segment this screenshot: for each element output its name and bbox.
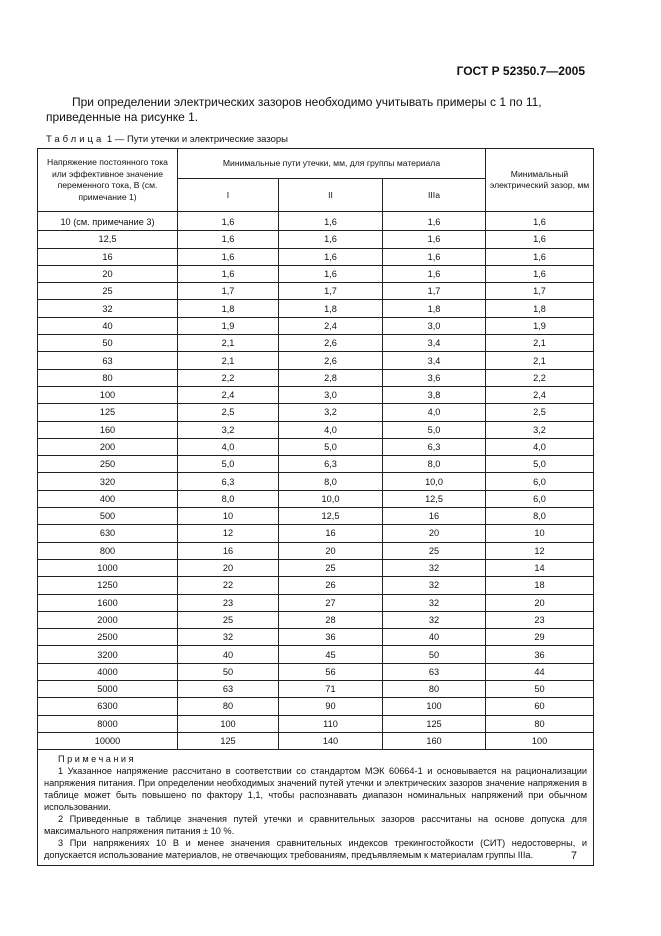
table-row bbox=[38, 456, 594, 473]
group-ii-cell: 1,6 bbox=[279, 265, 383, 282]
table-row bbox=[38, 646, 594, 663]
voltage-cell: 20 bbox=[38, 265, 178, 282]
table-row bbox=[38, 681, 594, 698]
header-voltage: Напряжение постоянного тока или эффективное значение переменного тока, В (см. примечание 1) bbox=[38, 149, 178, 212]
voltage-cell: 6300 bbox=[38, 698, 178, 715]
group-iiia-cell: 20 bbox=[383, 525, 486, 542]
group-iiia-cell: 160 bbox=[383, 732, 486, 749]
clearance-cell: 100 bbox=[486, 732, 594, 749]
group-ii-cell: 56 bbox=[279, 663, 383, 680]
table-row bbox=[38, 594, 594, 611]
table-row bbox=[38, 386, 594, 403]
voltage-cell: 500 bbox=[38, 508, 178, 525]
group-iiia-cell: 10,0 bbox=[383, 473, 486, 490]
voltage-cell: 10000 bbox=[38, 732, 178, 749]
group-iiia-cell: 5,0 bbox=[383, 421, 486, 438]
group-i-cell: 50 bbox=[178, 663, 279, 680]
group-iiia-cell: 3,4 bbox=[383, 335, 486, 352]
clearance-cell: 1,9 bbox=[486, 317, 594, 334]
group-i-cell: 32 bbox=[178, 629, 279, 646]
voltage-cell: 1250 bbox=[38, 577, 178, 594]
table-body bbox=[38, 212, 594, 750]
group-iiia-cell: 1,6 bbox=[383, 265, 486, 282]
group-ii-cell: 1,8 bbox=[279, 300, 383, 317]
clearance-cell: 2,1 bbox=[486, 352, 594, 369]
clearance-cell: 20 bbox=[486, 594, 594, 611]
group-ii-cell: 2,8 bbox=[279, 369, 383, 386]
note-1: 1 Указанное напряжение рассчитано в соответствии со стандартом МЭК 60664-1 и основывается на рационализации напряжения питания. При определении необходимых значений путей утечки и электрических зазоров значение напряжения в таблице может быть повышено по фактору 1,1, чтобы распознавать диапазон номинальных напряжений при обычном использовании. bbox=[44, 766, 588, 813]
table-caption-word: Таблица bbox=[46, 134, 105, 145]
group-iiia-cell: 1,8 bbox=[383, 300, 486, 317]
table-row bbox=[38, 663, 594, 680]
clearance-cell: 1,6 bbox=[486, 265, 594, 282]
voltage-cell: 630 bbox=[38, 525, 178, 542]
group-iiia-cell: 1,6 bbox=[383, 248, 486, 265]
group-i-cell: 100 bbox=[178, 715, 279, 732]
voltage-cell: 320 bbox=[38, 473, 178, 490]
group-ii-cell: 71 bbox=[279, 681, 383, 698]
table-row bbox=[38, 542, 594, 559]
group-i-cell: 6,3 bbox=[178, 473, 279, 490]
clearance-cell: 4,0 bbox=[486, 438, 594, 455]
voltage-cell: 125 bbox=[38, 404, 178, 421]
group-i-cell: 1,9 bbox=[178, 317, 279, 334]
group-iiia-cell: 4,0 bbox=[383, 404, 486, 421]
group-i-cell: 2,1 bbox=[178, 352, 279, 369]
clearance-cell: 1,8 bbox=[486, 300, 594, 317]
group-i-cell: 4,0 bbox=[178, 438, 279, 455]
group-i-cell: 1,7 bbox=[178, 283, 279, 300]
table-row bbox=[38, 404, 594, 421]
group-iiia-cell: 32 bbox=[383, 611, 486, 628]
table-caption-text: 1 — Пути утечки и электрические зазоры bbox=[104, 134, 289, 145]
group-iiia-cell: 32 bbox=[383, 559, 486, 576]
clearance-cell: 12 bbox=[486, 542, 594, 559]
table-row bbox=[38, 490, 594, 507]
group-ii-cell: 20 bbox=[279, 542, 383, 559]
voltage-cell: 4000 bbox=[38, 663, 178, 680]
document-code: ГОСТ Р 52350.7—2005 bbox=[456, 64, 585, 78]
group-ii-cell: 3,2 bbox=[279, 404, 383, 421]
group-ii-cell: 5,0 bbox=[279, 438, 383, 455]
group-iiia-cell: 3,4 bbox=[383, 352, 486, 369]
group-i-cell: 12 bbox=[178, 525, 279, 542]
group-iiia-cell: 8,0 bbox=[383, 456, 486, 473]
clearance-cell: 6,0 bbox=[486, 473, 594, 490]
group-ii-cell: 90 bbox=[279, 698, 383, 715]
table-row bbox=[38, 248, 594, 265]
note-2: 2 Приведенные в таблице значения путей утечки и сравнительных зазоров рассчитаны на основе допуска для максимального напряжения питания ± 10 %. bbox=[44, 814, 588, 837]
clearance-cell: 80 bbox=[486, 715, 594, 732]
group-ii-cell: 1,7 bbox=[279, 283, 383, 300]
table-row bbox=[38, 559, 594, 576]
clearance-cell: 2,1 bbox=[486, 335, 594, 352]
clearance-cell: 18 bbox=[486, 577, 594, 594]
group-i-cell: 1,6 bbox=[178, 212, 279, 231]
clearance-cell: 36 bbox=[486, 646, 594, 663]
clearance-cell: 2,4 bbox=[486, 386, 594, 403]
group-ii-cell: 140 bbox=[279, 732, 383, 749]
voltage-cell: 12,5 bbox=[38, 231, 178, 248]
note-3: 3 При напряжениях 10 В и менее значения сравнительных индексов трекингостойкости (СИТ) недостоверны, и допускается использование материалов, не отвечающих требованиям, предъявляемым к материалам группы IIIa. bbox=[44, 838, 588, 861]
table-row bbox=[38, 438, 594, 455]
group-i-cell: 25 bbox=[178, 611, 279, 628]
group-i-cell: 10 bbox=[178, 508, 279, 525]
table-row bbox=[38, 300, 594, 317]
page-number: 7 bbox=[570, 850, 577, 862]
clearance-cell: 60 bbox=[486, 698, 594, 715]
group-iiia-cell: 63 bbox=[383, 663, 486, 680]
clearance-cell: 50 bbox=[486, 681, 594, 698]
group-iiia-cell: 1,6 bbox=[383, 231, 486, 248]
group-ii-cell: 6,3 bbox=[279, 456, 383, 473]
clearance-cell: 14 bbox=[486, 559, 594, 576]
clearance-cell: 2,5 bbox=[486, 404, 594, 421]
table-row bbox=[38, 231, 594, 248]
voltage-cell: 250 bbox=[38, 456, 178, 473]
group-ii-cell: 1,6 bbox=[279, 248, 383, 265]
group-ii-cell: 8,0 bbox=[279, 473, 383, 490]
group-i-cell: 1,6 bbox=[178, 248, 279, 265]
group-i-cell: 16 bbox=[178, 542, 279, 559]
group-ii-cell: 110 bbox=[279, 715, 383, 732]
group-i-cell: 1,6 bbox=[178, 265, 279, 282]
table-row bbox=[38, 421, 594, 438]
voltage-cell: 8000 bbox=[38, 715, 178, 732]
group-i-cell: 23 bbox=[178, 594, 279, 611]
group-ii-cell: 28 bbox=[279, 611, 383, 628]
group-iiia-cell: 6,3 bbox=[383, 438, 486, 455]
table-row bbox=[38, 698, 594, 715]
intro-paragraph: При определении электрических зазоров необходимо учитывать примеры с 1 по 11, приведенные на рисунке 1. bbox=[46, 95, 542, 124]
group-ii-cell: 2,6 bbox=[279, 335, 383, 352]
table-notes bbox=[38, 750, 594, 866]
group-ii-cell: 1,6 bbox=[279, 231, 383, 248]
group-iiia-cell: 50 bbox=[383, 646, 486, 663]
group-ii-cell: 4,0 bbox=[279, 421, 383, 438]
group-iiia-cell: 12,5 bbox=[383, 490, 486, 507]
group-iiia-cell: 3,0 bbox=[383, 317, 486, 334]
table-row bbox=[38, 732, 594, 749]
creepage-clearance-table bbox=[37, 148, 594, 866]
clearance-cell: 1,6 bbox=[486, 248, 594, 265]
group-ii-cell: 2,6 bbox=[279, 352, 383, 369]
table-row bbox=[38, 317, 594, 334]
group-i-cell: 5,0 bbox=[178, 456, 279, 473]
group-i-cell: 20 bbox=[178, 559, 279, 576]
voltage-cell: 1000 bbox=[38, 559, 178, 576]
clearance-cell: 10 bbox=[486, 525, 594, 542]
group-ii-cell: 3,0 bbox=[279, 386, 383, 403]
voltage-cell: 2000 bbox=[38, 611, 178, 628]
clearance-cell: 23 bbox=[486, 611, 594, 628]
voltage-cell: 160 bbox=[38, 421, 178, 438]
group-ii-cell: 1,6 bbox=[279, 212, 383, 231]
group-ii-cell: 12,5 bbox=[279, 508, 383, 525]
group-iiia-cell: 1,6 bbox=[383, 212, 486, 231]
group-iiia-cell: 32 bbox=[383, 594, 486, 611]
group-i-cell: 8,0 bbox=[178, 490, 279, 507]
voltage-cell: 10 (см. примечание 3) bbox=[38, 212, 178, 231]
group-ii-cell: 27 bbox=[279, 594, 383, 611]
clearance-cell: 44 bbox=[486, 663, 594, 680]
table-row bbox=[38, 611, 594, 628]
group-iiia-cell: 1,7 bbox=[383, 283, 486, 300]
group-i-cell: 2,5 bbox=[178, 404, 279, 421]
group-iiia-cell: 40 bbox=[383, 629, 486, 646]
voltage-cell: 5000 bbox=[38, 681, 178, 698]
voltage-cell: 40 bbox=[38, 317, 178, 334]
clearance-cell: 1,7 bbox=[486, 283, 594, 300]
table-row bbox=[38, 715, 594, 732]
table-caption bbox=[46, 134, 288, 145]
group-iiia-cell: 3,8 bbox=[383, 386, 486, 403]
table-row bbox=[38, 525, 594, 542]
group-iiia-cell: 32 bbox=[383, 577, 486, 594]
table-row bbox=[38, 265, 594, 282]
group-i-cell: 80 bbox=[178, 698, 279, 715]
group-ii-cell: 45 bbox=[279, 646, 383, 663]
voltage-cell: 50 bbox=[38, 335, 178, 352]
clearance-cell: 1,6 bbox=[486, 231, 594, 248]
voltage-cell: 2500 bbox=[38, 629, 178, 646]
voltage-cell: 25 bbox=[38, 283, 178, 300]
group-ii-cell: 2,4 bbox=[279, 317, 383, 334]
table-row bbox=[38, 352, 594, 369]
table-row bbox=[38, 335, 594, 352]
clearance-cell: 1,6 bbox=[486, 212, 594, 231]
clearance-cell: 2,2 bbox=[486, 369, 594, 386]
voltage-cell: 32 bbox=[38, 300, 178, 317]
clearance-cell: 6,0 bbox=[486, 490, 594, 507]
notes-title: Примечания bbox=[58, 754, 137, 765]
group-iiia-cell: 80 bbox=[383, 681, 486, 698]
table-row bbox=[38, 629, 594, 646]
table-row bbox=[38, 577, 594, 594]
table-row bbox=[38, 508, 594, 525]
voltage-cell: 400 bbox=[38, 490, 178, 507]
header-group-iiia: IIIa bbox=[383, 178, 486, 211]
group-i-cell: 3,2 bbox=[178, 421, 279, 438]
header-group-ii: II bbox=[279, 178, 383, 211]
group-i-cell: 1,6 bbox=[178, 231, 279, 248]
voltage-cell: 63 bbox=[38, 352, 178, 369]
header-clearance: Минимальный электрический зазор, мм bbox=[486, 149, 594, 212]
clearance-cell: 29 bbox=[486, 629, 594, 646]
voltage-cell: 80 bbox=[38, 369, 178, 386]
group-i-cell: 2,1 bbox=[178, 335, 279, 352]
group-iiia-cell: 125 bbox=[383, 715, 486, 732]
group-i-cell: 40 bbox=[178, 646, 279, 663]
group-ii-cell: 16 bbox=[279, 525, 383, 542]
group-i-cell: 1,8 bbox=[178, 300, 279, 317]
clearance-cell: 8,0 bbox=[486, 508, 594, 525]
group-iiia-cell: 3,6 bbox=[383, 369, 486, 386]
group-ii-cell: 10,0 bbox=[279, 490, 383, 507]
clearance-cell: 5,0 bbox=[486, 456, 594, 473]
voltage-cell: 800 bbox=[38, 542, 178, 559]
group-i-cell: 2,4 bbox=[178, 386, 279, 403]
group-i-cell: 63 bbox=[178, 681, 279, 698]
voltage-cell: 1600 bbox=[38, 594, 178, 611]
voltage-cell: 3200 bbox=[38, 646, 178, 663]
header-creepage: Минимальные пути утечки, мм, для группы материала bbox=[178, 149, 486, 179]
table-row bbox=[38, 283, 594, 300]
group-i-cell: 22 bbox=[178, 577, 279, 594]
group-ii-cell: 36 bbox=[279, 629, 383, 646]
table-row bbox=[38, 369, 594, 386]
voltage-cell: 16 bbox=[38, 248, 178, 265]
table-row bbox=[38, 212, 594, 231]
clearance-cell: 3,2 bbox=[486, 421, 594, 438]
group-ii-cell: 26 bbox=[279, 577, 383, 594]
group-i-cell: 125 bbox=[178, 732, 279, 749]
voltage-cell: 100 bbox=[38, 386, 178, 403]
group-iiia-cell: 16 bbox=[383, 508, 486, 525]
group-i-cell: 2,2 bbox=[178, 369, 279, 386]
voltage-cell: 200 bbox=[38, 438, 178, 455]
group-iiia-cell: 25 bbox=[383, 542, 486, 559]
group-ii-cell: 25 bbox=[279, 559, 383, 576]
table-row bbox=[38, 473, 594, 490]
header-group-i: I bbox=[178, 178, 279, 211]
group-iiia-cell: 100 bbox=[383, 698, 486, 715]
